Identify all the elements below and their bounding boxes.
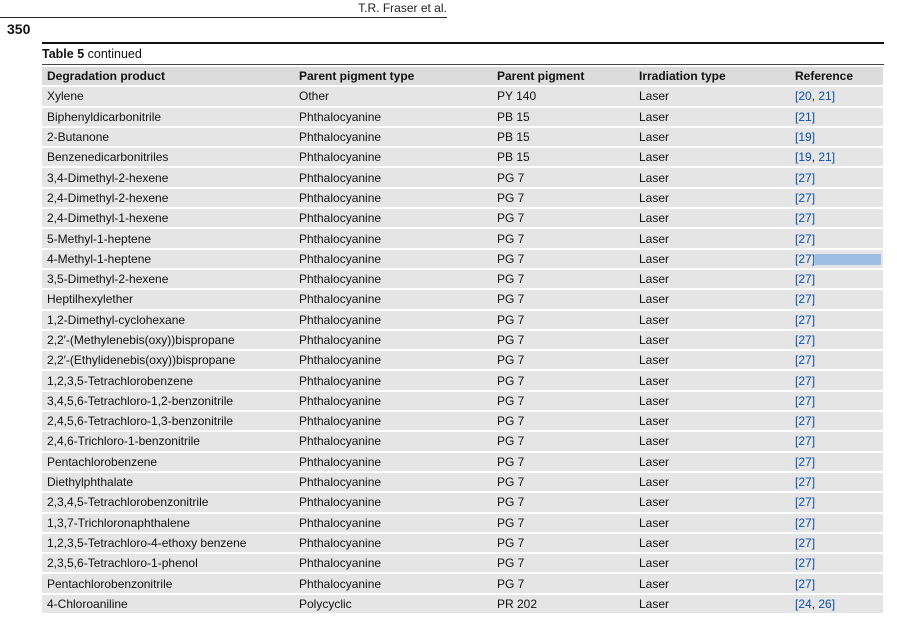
cell-parent-pigment: PG 7 xyxy=(492,412,634,430)
reference-bracket-open: [ xyxy=(795,576,799,591)
cell-degradation-product: 1,2-Dimethyl-cyclohexane xyxy=(42,311,294,329)
reference-bracket-close: ] xyxy=(811,231,816,246)
table-caption-text: continued xyxy=(84,47,142,61)
reference-link[interactable]: 27 xyxy=(798,393,812,408)
table-row xyxy=(42,148,883,166)
table-row xyxy=(42,290,883,308)
table-row xyxy=(42,392,883,410)
reference-bracket-open: [ xyxy=(795,190,799,205)
reference-bracket-open: [ xyxy=(795,251,799,266)
cell-parent-pigment-type: Phthalocyanine xyxy=(294,432,492,450)
reference-bracket-close: ] xyxy=(831,89,836,104)
cell-degradation-product: 2,4-Dimethyl-2-hexene xyxy=(42,189,294,207)
table-row xyxy=(42,493,883,511)
reference-link[interactable]: 19 xyxy=(798,150,812,165)
cell-reference xyxy=(790,473,883,491)
reference-bracket-close: ] xyxy=(811,515,816,530)
cell-irradiation-type: Laser xyxy=(634,189,790,207)
reference-bracket-close: ] xyxy=(811,272,816,287)
reference-link[interactable]: 21 xyxy=(818,89,832,104)
cell-parent-pigment: PG 7 xyxy=(492,554,634,572)
table-5 xyxy=(42,42,884,615)
cell-degradation-product: 2,2′-(Methylenebis(oxy))bispropane xyxy=(42,331,294,349)
reference-bracket-open: [ xyxy=(795,353,799,368)
cell-degradation-product: 2,4,5,6-Tetrachloro-1,3-benzonitrile xyxy=(42,412,294,430)
cell-parent-pigment-type: Phthalocyanine xyxy=(294,108,492,126)
reference-link[interactable]: 27 xyxy=(798,475,812,490)
cell-parent-pigment: PG 7 xyxy=(492,290,634,308)
cell-parent-pigment: PG 7 xyxy=(492,229,634,247)
cell-degradation-product: 1,2,3,5-Tetrachloro-4-ethoxy benzene xyxy=(42,534,294,552)
cell-irradiation-type: Laser xyxy=(634,128,790,146)
column-header-reference: Reference xyxy=(790,67,883,85)
table-row xyxy=(42,412,883,430)
cell-irradiation-type: Laser xyxy=(634,229,790,247)
table-row xyxy=(42,270,883,288)
cell-parent-pigment: PG 7 xyxy=(492,534,634,552)
reference-bracket-open: [ xyxy=(795,515,799,530)
cell-parent-pigment: PG 7 xyxy=(492,371,634,389)
reference-link[interactable]: 27 xyxy=(798,190,812,205)
cell-parent-pigment-type: Phthalocyanine xyxy=(294,453,492,471)
cell-irradiation-type: Laser xyxy=(634,250,790,268)
reference-link[interactable]: 20 xyxy=(798,89,812,104)
reference-link[interactable]: 27 xyxy=(798,434,812,449)
cell-irradiation-type: Laser xyxy=(634,595,790,613)
reference-bracket-close: ] xyxy=(811,373,816,388)
cell-reference xyxy=(790,290,883,308)
reference-bracket-open: [ xyxy=(795,292,799,307)
table-row xyxy=(42,250,883,268)
cell-parent-pigment-type: Phthalocyanine xyxy=(294,290,492,308)
table-row xyxy=(42,453,883,471)
reference-link[interactable]: 27 xyxy=(798,414,812,429)
reference-link[interactable]: 19 xyxy=(798,130,812,145)
table-row xyxy=(42,311,883,329)
cell-reference xyxy=(790,229,883,247)
cell-parent-pigment-type: Phthalocyanine xyxy=(294,331,492,349)
table-row xyxy=(42,189,883,207)
cell-irradiation-type: Laser xyxy=(634,270,790,288)
reference-bracket-open: [ xyxy=(795,414,799,429)
column-header-parent-pigment-type: Parent pigment type xyxy=(294,67,492,85)
table-row xyxy=(42,574,883,592)
reference-bracket-open: [ xyxy=(795,231,799,246)
reference-separator: , xyxy=(811,150,819,165)
reference-link[interactable]: 27 xyxy=(798,454,812,469)
table-row xyxy=(42,87,883,105)
cell-parent-pigment-type: Phthalocyanine xyxy=(294,371,492,389)
reference-link[interactable]: 27 xyxy=(798,211,812,226)
cell-reference xyxy=(790,168,883,186)
reference-bracket-open: [ xyxy=(795,89,799,104)
reference-bracket-open: [ xyxy=(795,535,799,550)
cell-reference xyxy=(790,554,883,572)
running-head: T.R. Fraser et al. xyxy=(358,1,447,15)
cell-reference xyxy=(790,392,883,410)
cell-parent-pigment: PG 7 xyxy=(492,250,634,268)
reference-bracket-open: [ xyxy=(795,434,799,449)
cell-parent-pigment-type: Other xyxy=(294,87,492,105)
reference-bracket-close: ] xyxy=(811,190,816,205)
cell-degradation-product: Xylene xyxy=(42,87,294,105)
reference-bracket-close: ] xyxy=(811,130,816,145)
cell-reference xyxy=(790,87,883,105)
reference-bracket-close: ] xyxy=(811,434,816,449)
cell-reference xyxy=(790,534,883,552)
cell-reference xyxy=(790,351,883,369)
cell-irradiation-type: Laser xyxy=(634,87,790,105)
reference-bracket-open: [ xyxy=(795,393,799,408)
reference-separator: , xyxy=(811,89,819,104)
reference-bracket-open: [ xyxy=(795,312,799,327)
reference-bracket-close: ] xyxy=(811,475,816,490)
cell-irradiation-type: Laser xyxy=(634,351,790,369)
reference-bracket-close: ] xyxy=(811,292,816,307)
reference-bracket-close: ] xyxy=(811,414,816,429)
cell-parent-pigment-type: Phthalocyanine xyxy=(294,128,492,146)
cell-irradiation-type: Laser xyxy=(634,209,790,227)
cell-parent-pigment: PG 7 xyxy=(492,270,634,288)
cell-parent-pigment: PR 202 xyxy=(492,595,634,613)
reference-bracket-close: ] xyxy=(811,454,816,469)
cell-degradation-product: 4-Methyl-1-heptene xyxy=(42,250,294,268)
reference-link[interactable]: 27 xyxy=(798,373,812,388)
cell-degradation-product: 2-Butanone xyxy=(42,128,294,146)
cell-parent-pigment: PG 7 xyxy=(492,209,634,227)
cell-parent-pigment: PG 7 xyxy=(492,493,634,511)
cell-irradiation-type: Laser xyxy=(634,290,790,308)
cell-irradiation-type: Laser xyxy=(634,331,790,349)
cell-parent-pigment: PG 7 xyxy=(492,189,634,207)
cell-parent-pigment: PG 7 xyxy=(492,473,634,491)
cell-parent-pigment: PG 7 xyxy=(492,574,634,592)
cell-degradation-product: 2,4-Dimethyl-1-hexene xyxy=(42,209,294,227)
text-selection-highlight xyxy=(815,254,881,265)
cell-parent-pigment-type: Phthalocyanine xyxy=(294,168,492,186)
reference-bracket-close: ] xyxy=(811,576,816,591)
reference-bracket-close: ] xyxy=(811,535,816,550)
cell-degradation-product: Heptilhexylether xyxy=(42,290,294,308)
cell-degradation-product: 1,2,3,5-Tetrachlorobenzene xyxy=(42,371,294,389)
cell-parent-pigment-type: Phthalocyanine xyxy=(294,473,492,491)
reference-separator: , xyxy=(811,596,819,611)
reference-bracket-open: [ xyxy=(795,211,799,226)
cell-degradation-product: Biphenyldicarbonitrile xyxy=(42,108,294,126)
table-row xyxy=(42,168,883,186)
cell-parent-pigment-type: Phthalocyanine xyxy=(294,392,492,410)
reference-bracket-open: [ xyxy=(795,130,799,145)
cell-parent-pigment: PB 15 xyxy=(492,148,634,166)
cell-irradiation-type: Laser xyxy=(634,574,790,592)
reference-bracket-close: ] xyxy=(831,150,836,165)
cell-degradation-product: 4-Chloroaniline xyxy=(42,595,294,613)
table-row xyxy=(42,534,883,552)
cell-irradiation-type: Laser xyxy=(634,392,790,410)
cell-irradiation-type: Laser xyxy=(634,534,790,552)
table-body xyxy=(42,87,883,613)
cell-reference xyxy=(790,574,883,592)
reference-bracket-close: ] xyxy=(811,211,816,226)
reference-bracket-close: ] xyxy=(811,109,816,124)
cell-parent-pigment-type: Phthalocyanine xyxy=(294,412,492,430)
reference-link[interactable]: 27 xyxy=(798,556,812,571)
cell-reference xyxy=(790,412,883,430)
reference-link[interactable]: 27 xyxy=(798,515,812,530)
cell-parent-pigment: PG 7 xyxy=(492,432,634,450)
cell-parent-pigment-type: Phthalocyanine xyxy=(294,554,492,572)
column-header-degradation-product: Degradation product xyxy=(42,67,294,85)
reference-link[interactable]: 27 xyxy=(798,353,812,368)
cell-parent-pigment-type: Phthalocyanine xyxy=(294,534,492,552)
reference-link[interactable]: 26 xyxy=(818,596,832,611)
page-number: 350 xyxy=(7,21,31,37)
table-header-row xyxy=(42,67,883,85)
table-caption-label: Table 5 xyxy=(42,47,85,61)
cell-irradiation-type: Laser xyxy=(634,412,790,430)
cell-reference xyxy=(790,189,883,207)
cell-reference xyxy=(790,371,883,389)
cell-irradiation-type: Laser xyxy=(634,493,790,511)
cell-parent-pigment: PG 7 xyxy=(492,331,634,349)
reference-link[interactable]: 27 xyxy=(798,495,812,510)
reference-link[interactable]: 27 xyxy=(798,170,812,185)
cell-irradiation-type: Laser xyxy=(634,108,790,126)
cell-degradation-product: Pentachlorobenzene xyxy=(42,453,294,471)
reference-link[interactable]: 27 xyxy=(798,272,812,287)
cell-parent-pigment-type: Phthalocyanine xyxy=(294,574,492,592)
cell-degradation-product: 3,4,5,6-Tetrachloro-1,2-benzonitrile xyxy=(42,392,294,410)
cell-reference xyxy=(790,270,883,288)
cell-parent-pigment: PB 15 xyxy=(492,128,634,146)
cell-irradiation-type: Laser xyxy=(634,311,790,329)
column-header-parent-pigment: Parent pigment xyxy=(492,67,634,85)
cell-degradation-product: Diethylphthalate xyxy=(42,473,294,491)
reference-bracket-open: [ xyxy=(795,109,799,124)
reference-bracket-open: [ xyxy=(795,475,799,490)
table-row xyxy=(42,554,883,572)
cell-parent-pigment: PG 7 xyxy=(492,351,634,369)
reference-link[interactable]: 27 xyxy=(798,576,812,591)
reference-bracket-open: [ xyxy=(795,272,799,287)
cell-reference xyxy=(790,493,883,511)
cell-irradiation-type: Laser xyxy=(634,168,790,186)
cell-reference xyxy=(790,311,883,329)
table-row xyxy=(42,514,883,532)
cell-degradation-product: 3,5-Dimethyl-2-hexene xyxy=(42,270,294,288)
cell-parent-pigment-type: Phthalocyanine xyxy=(294,311,492,329)
cell-degradation-product: 2,3,5,6-Tetrachloro-1-phenol xyxy=(42,554,294,572)
cell-parent-pigment: PG 7 xyxy=(492,392,634,410)
reference-bracket-close: ] xyxy=(811,312,816,327)
cell-reference xyxy=(790,432,883,450)
cell-reference xyxy=(790,331,883,349)
cell-irradiation-type: Laser xyxy=(634,432,790,450)
cell-parent-pigment-type: Phthalocyanine xyxy=(294,514,492,532)
reference-bracket-open: [ xyxy=(795,596,799,611)
cell-parent-pigment-type: Phthalocyanine xyxy=(294,189,492,207)
reference-bracket-close: ] xyxy=(811,393,816,408)
reference-bracket-close: ] xyxy=(811,251,816,266)
cell-irradiation-type: Laser xyxy=(634,473,790,491)
reference-bracket-open: [ xyxy=(795,373,799,388)
cell-reference xyxy=(790,148,883,166)
cell-irradiation-type: Laser xyxy=(634,514,790,532)
degradation-table xyxy=(42,65,883,615)
cell-reference xyxy=(790,595,883,613)
cell-degradation-product: Pentachlorobenzonitrile xyxy=(42,574,294,592)
cell-parent-pigment-type: Phthalocyanine xyxy=(294,250,492,268)
table-caption xyxy=(42,44,884,63)
cell-reference xyxy=(790,453,883,471)
cell-degradation-product: 5-Methyl-1-heptene xyxy=(42,229,294,247)
reference-link[interactable]: 27 xyxy=(798,333,812,347)
reference-link[interactable]: 27 xyxy=(798,535,812,550)
cell-parent-pigment: PG 7 xyxy=(492,453,634,471)
cell-parent-pigment: PY 140 xyxy=(492,87,634,105)
cell-degradation-product: 2,2′-(Ethylidenebis(oxy))bispropane xyxy=(42,351,294,369)
cell-degradation-product: 1,3,7-Trichloronaphthalene xyxy=(42,514,294,532)
reference-link[interactable]: 24 xyxy=(798,596,812,611)
cell-irradiation-type: Laser xyxy=(634,554,790,572)
table-row xyxy=(42,229,883,247)
reference-bracket-open: [ xyxy=(795,150,799,165)
table-row xyxy=(42,473,883,491)
cell-reference xyxy=(790,514,883,532)
cell-parent-pigment-type: Phthalocyanine xyxy=(294,270,492,288)
table-row xyxy=(42,432,883,450)
cell-irradiation-type: Laser xyxy=(634,148,790,166)
cell-parent-pigment-type: Phthalocyanine xyxy=(294,351,492,369)
table-row xyxy=(42,128,883,146)
reference-bracket-open: [ xyxy=(795,454,799,469)
reference-bracket-close: ] xyxy=(831,596,836,611)
reference-bracket-close: ] xyxy=(811,170,816,185)
cell-parent-pigment-type: Polycyclic xyxy=(294,595,492,613)
table-row xyxy=(42,351,883,369)
reference-bracket-open: [ xyxy=(795,170,799,185)
table-row xyxy=(42,371,883,389)
cell-degradation-product: 2,3,4,5-Tetrachlorobenzonitrile xyxy=(42,493,294,511)
cell-parent-pigment: PB 15 xyxy=(492,108,634,126)
cell-parent-pigment: PG 7 xyxy=(492,168,634,186)
reference-link[interactable]: 21 xyxy=(798,109,812,124)
cell-parent-pigment-type: Phthalocyanine xyxy=(294,148,492,166)
cell-irradiation-type: Laser xyxy=(634,453,790,471)
cell-degradation-product: 3,4-Dimethyl-2-hexene xyxy=(42,168,294,186)
table-row xyxy=(42,595,883,613)
table-row xyxy=(42,108,883,126)
reference-bracket-close: ] xyxy=(811,495,816,510)
cell-reference xyxy=(790,108,883,126)
reference-link[interactable]: 27 xyxy=(798,292,812,307)
cell-reference xyxy=(790,128,883,146)
cell-parent-pigment: PG 7 xyxy=(492,514,634,532)
reference-link[interactable]: 21 xyxy=(818,150,832,165)
reference-bracket-open: [ xyxy=(795,495,799,510)
cell-parent-pigment-type: Phthalocyanine xyxy=(294,493,492,511)
reference-bracket-open: [ xyxy=(795,333,799,347)
table-row xyxy=(42,209,883,227)
reference-bracket-close: ] xyxy=(811,333,816,347)
cell-parent-pigment-type: Phthalocyanine xyxy=(294,229,492,247)
reference-bracket-close: ] xyxy=(811,556,816,571)
cell-irradiation-type: Laser xyxy=(634,371,790,389)
cell-reference xyxy=(790,250,883,268)
cell-reference xyxy=(790,209,883,227)
cell-parent-pigment-type: Phthalocyanine xyxy=(294,209,492,227)
reference-bracket-open: [ xyxy=(795,556,799,571)
reference-link[interactable]: 27 xyxy=(798,312,812,327)
reference-bracket-close: ] xyxy=(811,353,816,368)
table-row xyxy=(42,331,883,349)
cell-degradation-product: 2,4,6-Trichloro-1-benzonitrile xyxy=(42,432,294,450)
reference-link[interactable]: 27 xyxy=(798,231,812,246)
cell-degradation-product: Benzenedicarbonitriles xyxy=(42,148,294,166)
running-head-rule xyxy=(0,17,447,18)
cell-parent-pigment: PG 7 xyxy=(492,311,634,329)
column-header-irradiation-type: Irradiation type xyxy=(634,67,790,85)
reference-link[interactable]: 27 xyxy=(798,251,812,266)
